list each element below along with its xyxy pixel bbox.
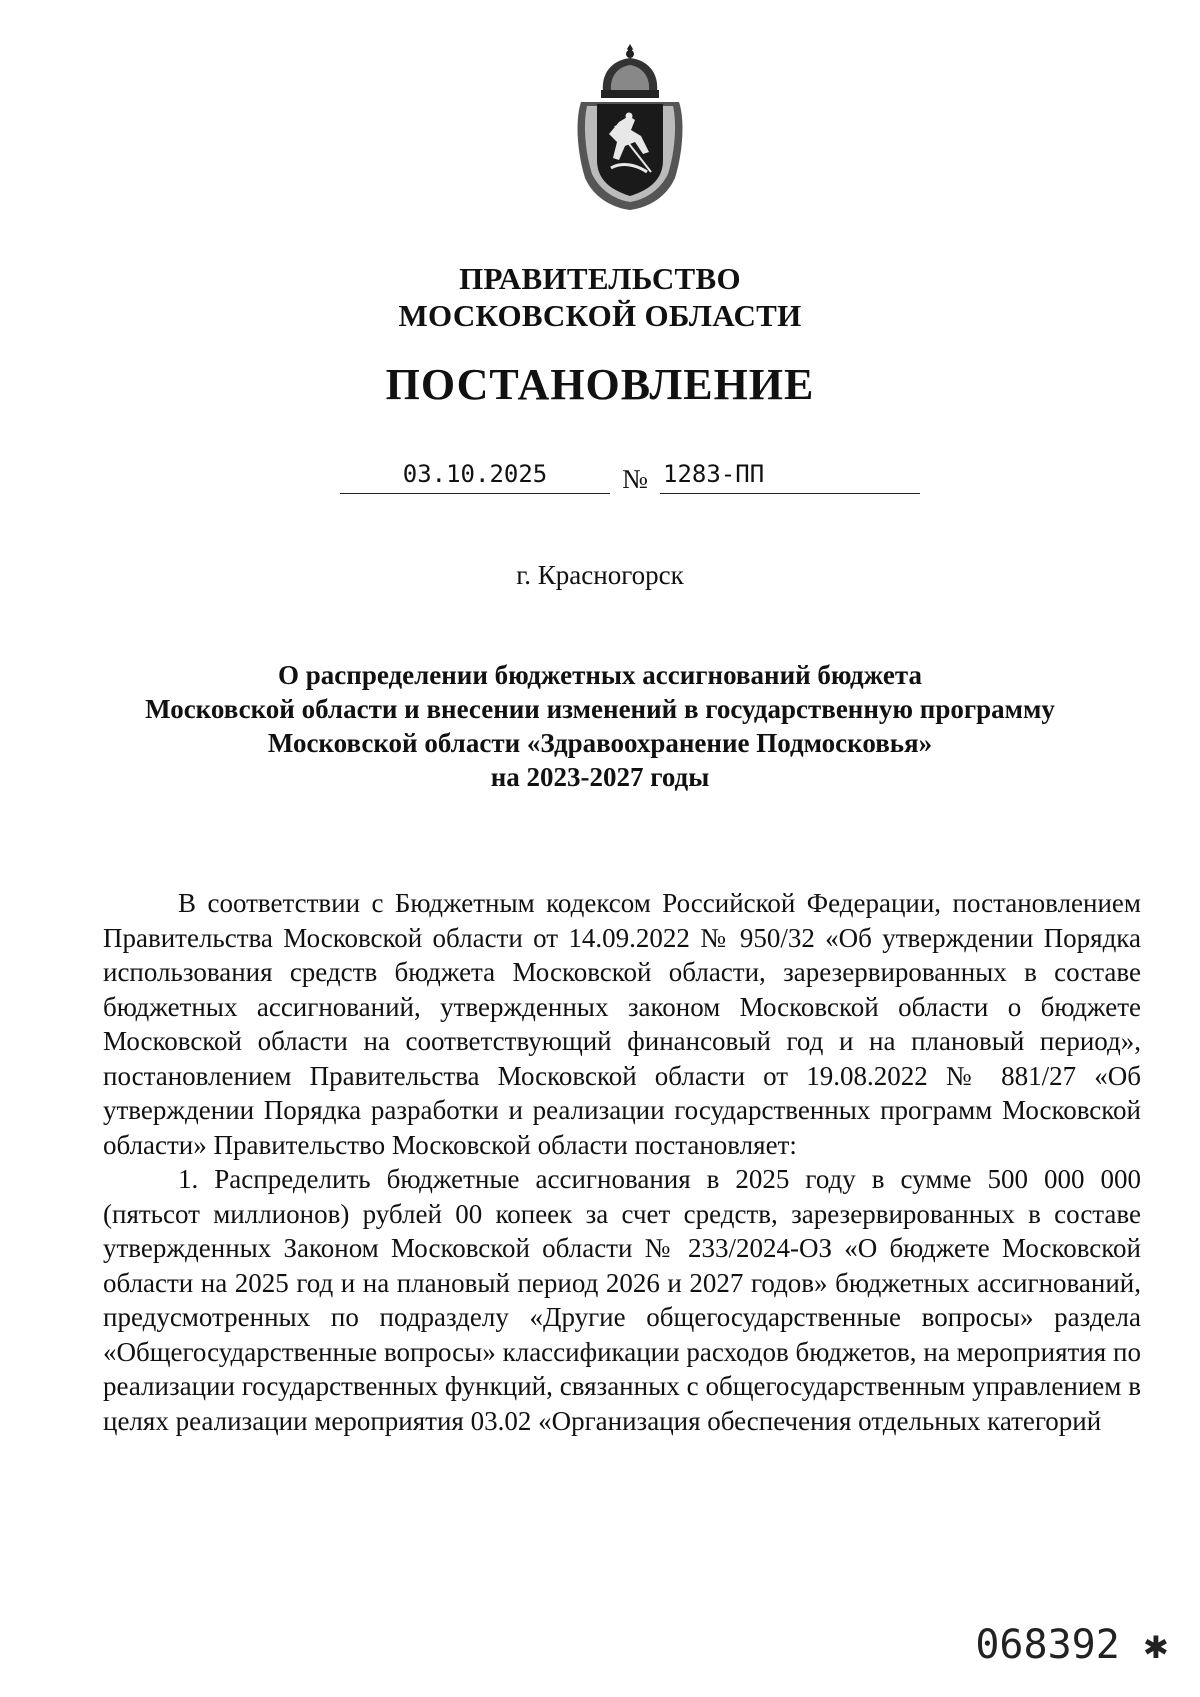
issuing-authority (0, 260, 1200, 334)
title-line-3: Московской области «Здравоохранение Подмосковья» (267, 728, 933, 758)
title-line-2: Московской области и внесении изменений в государственную программу (145, 694, 1055, 724)
registration-date: 03.10.2025 (340, 457, 610, 494)
clause-1-paragraph: 1. Распределить бюджетные ассигнования в 2025 году в сумме 500 000 000 (пятьсот миллионов) рублей 00 копеек за счет средств, зарезервированных в составе утвержденных Законом Московской области № 233/2024-ОЗ «О бюджете Московской области на 2025 год и на плановый период 2026 и 2027 годов» бюджетных ассигнований, предусмотренных по подразделу «Другие общегосударственные вопросы» раздела «Общегосударственные вопросы» классификации расходов бюджетов, на мероприятия по реализации государственных функций, связанных с общегосударственным управлением в целях реализации мероприятия 03.02 «Организация обеспечения отдельных категорий (103, 1164, 1141, 1436)
number-sign: № (622, 464, 648, 494)
title-line-1: О распределении бюджетных ассигнований бюджета (278, 660, 922, 690)
registration-number-value: 1283-ПП (663, 460, 765, 488)
document-title (0, 658, 1200, 794)
document-type: ПОСТАНОВЛЕНИЕ (385, 360, 815, 409)
registration-number (660, 457, 920, 494)
document-body (103, 886, 1141, 1438)
preamble-paragraph: В соответствии с Бюджетным кодексом Российской Федерации, постановлением Правительства Московской области от 14.09.2022 № 950/32 «Об утверждении Порядка использования средств бюджета Московской области, зарезервированных в составе бюджетных ассигнований, утвержденных законом Московской области о бюджете Московской области на соответствующий финансовый год и на плановый период», постановлением Правительства Московской области от 19.08.2022 № 881/27 «Об утверждении Порядка разработки и реализации государственных программ Московской области» Правительство Московской области постановляет: (103, 888, 1141, 1160)
city: г. Красногорск (516, 560, 684, 590)
title-line-4: на 2023-2027 годы (490, 762, 710, 792)
coat-of-arms-emblem (567, 40, 693, 212)
authority-line-1: ПРАВИТЕЛЬСТВО (459, 261, 741, 296)
serial-stamp: 068392 ✱ (975, 1622, 1168, 1668)
authority-line-2: МОСКОВСКОЙ ОБЛАСТИ (398, 298, 802, 333)
